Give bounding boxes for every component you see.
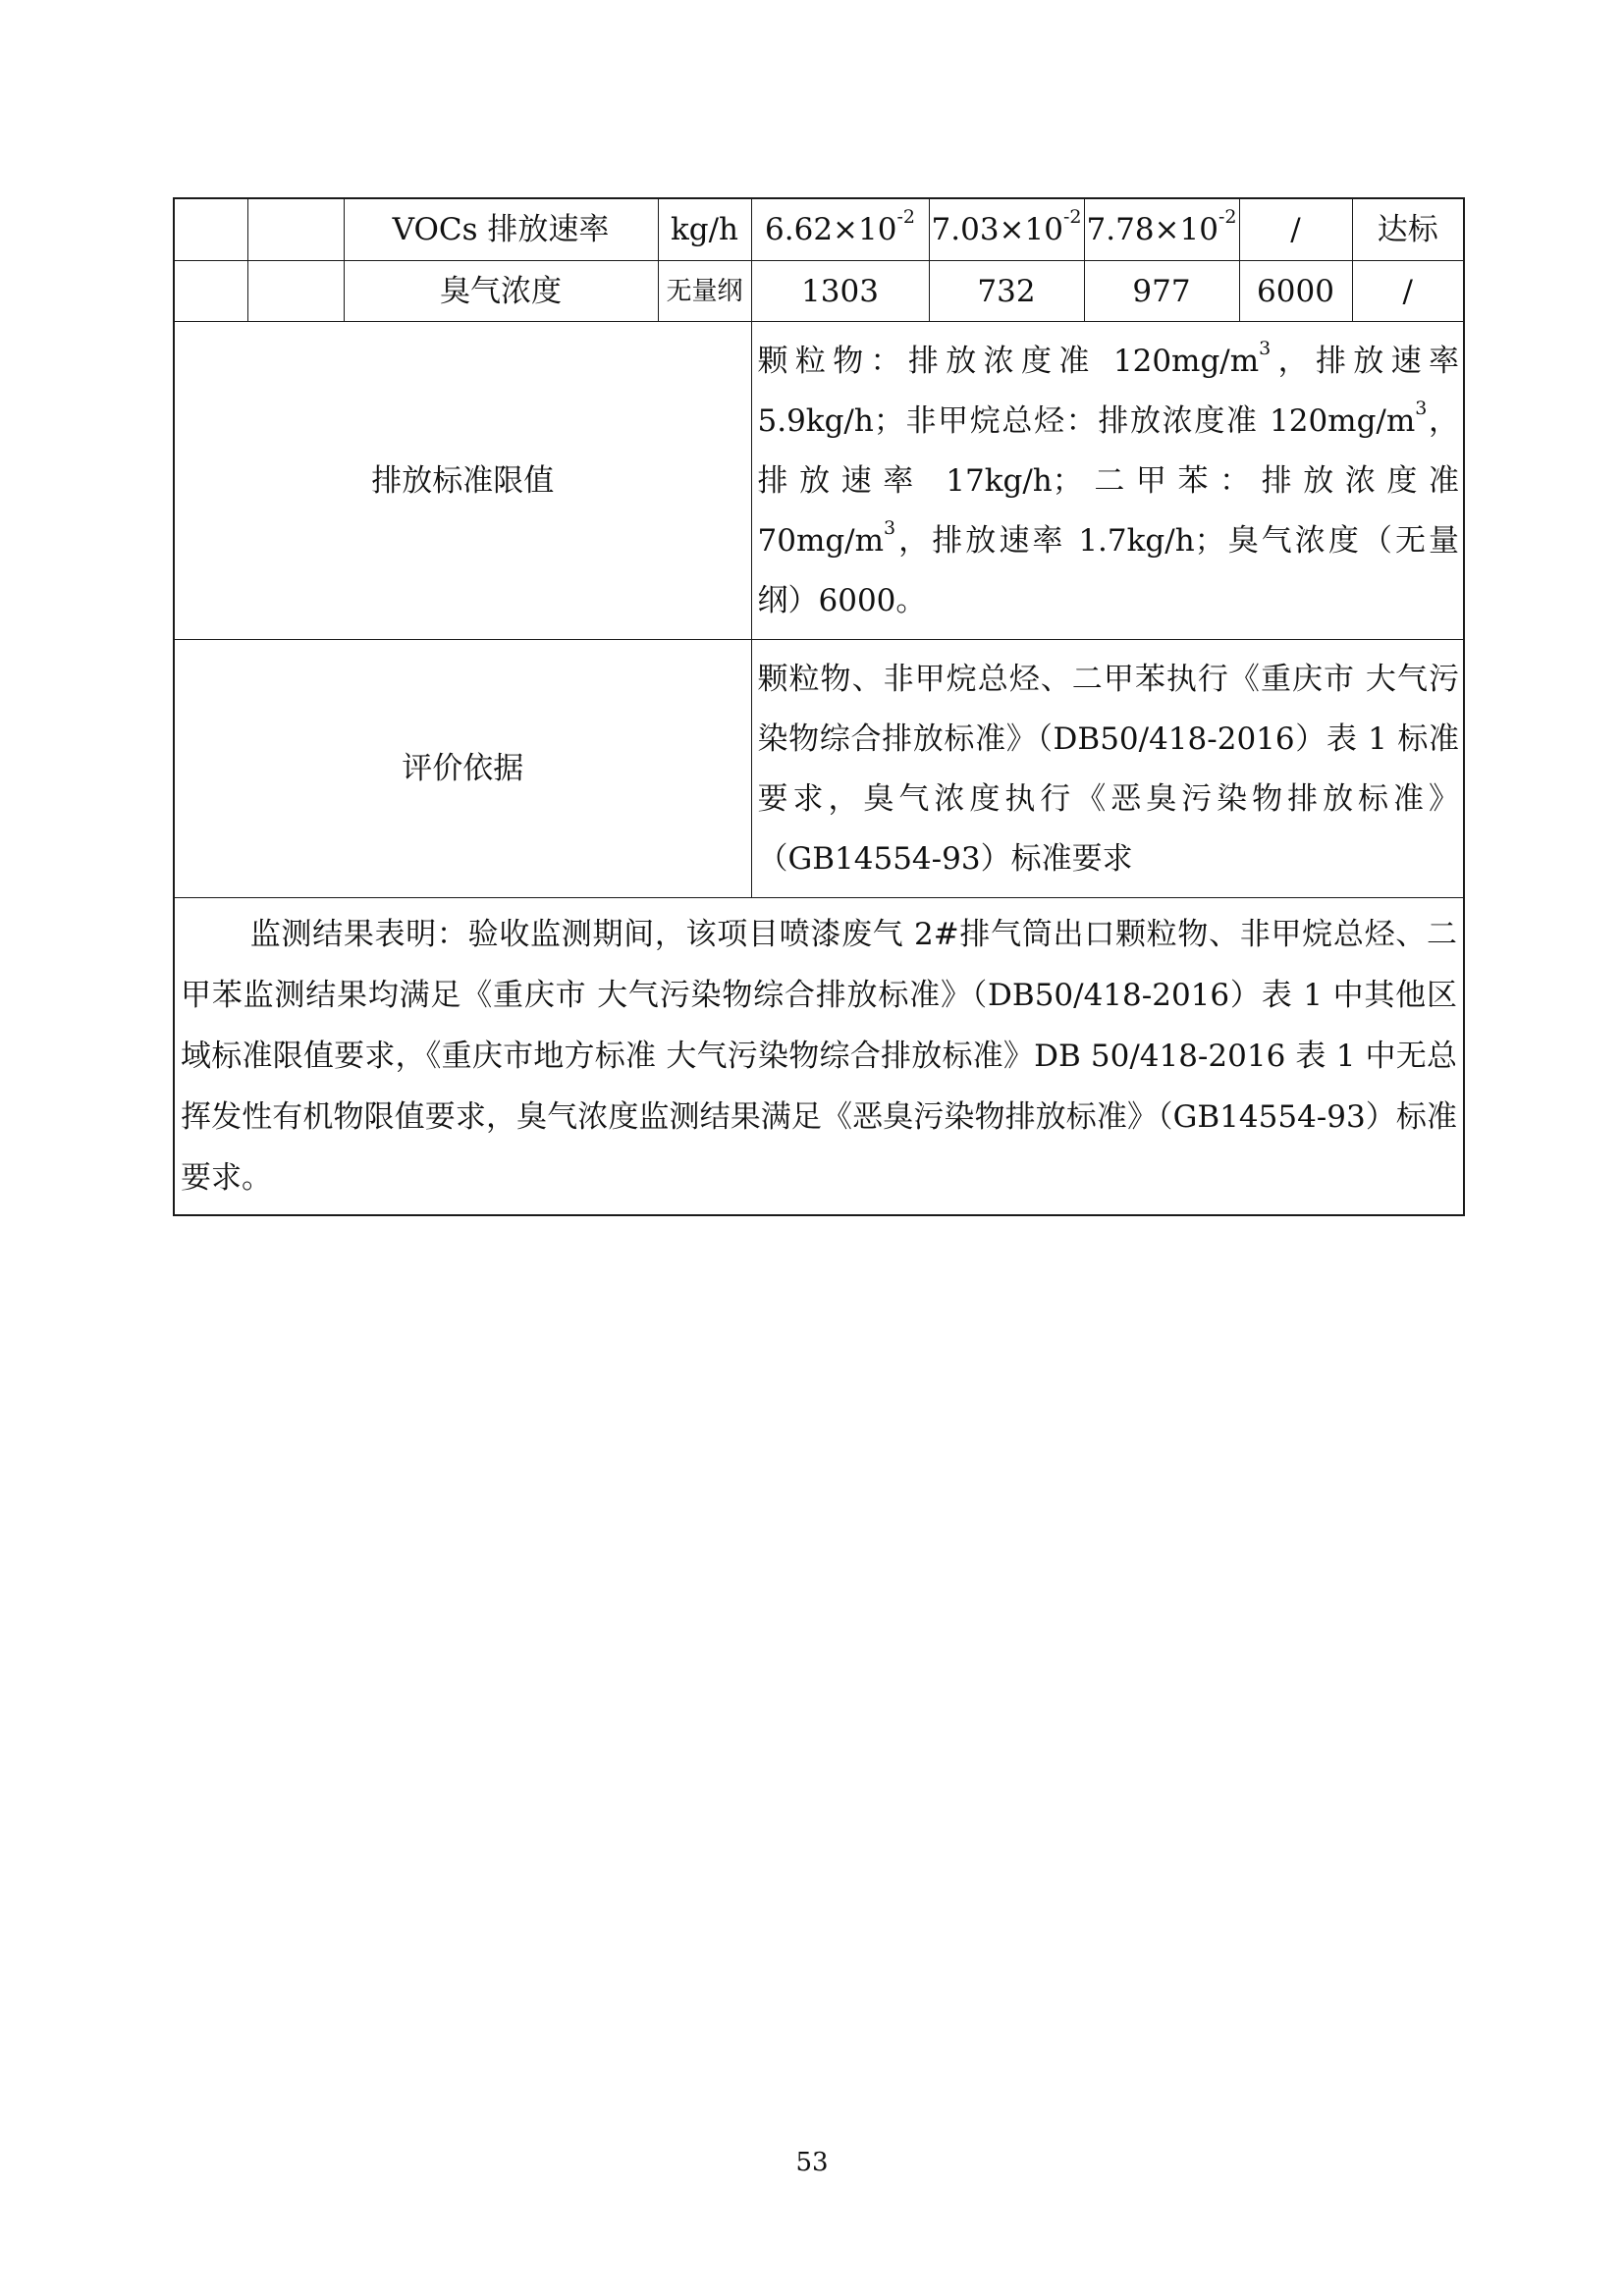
unit-cell: 无量纲 (658, 261, 751, 322)
table-row (174, 322, 1464, 640)
value-cell (1084, 198, 1239, 261)
empty-cell (247, 261, 344, 322)
evaluation-basis-label: 评价依据 (174, 640, 751, 898)
value-cell (751, 198, 929, 261)
standard-limits-text (751, 322, 1464, 640)
monitoring-results-table (173, 197, 1465, 1216)
standard-limits-part: ，排放速率 5.9kg/h；非甲烷总烃：排放浓度准 120mg/m (757, 344, 1459, 439)
value-cell: 977 (1084, 261, 1239, 322)
value-mantissa: 7.78 (1086, 212, 1155, 247)
empty-cell (247, 198, 344, 261)
value-exponent: -2 (1062, 205, 1082, 228)
value-mantissa: 7.03 (931, 212, 1000, 247)
value-exponent: -2 (896, 205, 915, 228)
value-cell: 1303 (751, 261, 929, 322)
unit-superscript: 3 (884, 516, 896, 539)
unit-superscript: 3 (1259, 337, 1272, 359)
result-cell: 达标 (1352, 198, 1464, 261)
result-cell: / (1352, 261, 1464, 322)
value-exponent: -2 (1218, 205, 1237, 228)
value-cell (929, 198, 1084, 261)
value-times: ×10 (833, 212, 897, 247)
table-row (174, 898, 1464, 1216)
standard-limits-label: 排放标准限值 (174, 322, 751, 640)
standard-limits-part: ，排放速率 1.7kg/h；臭气浓度（无量纲）6000。 (757, 523, 1459, 618)
value-times: ×10 (1154, 212, 1218, 247)
evaluation-basis-text: 颗粒物、非甲烷总烃、二甲苯执行《重庆市 大气污染物综合排放标准》（DB50/418-2016）表 1 标准要求，臭气浓度执行《恶臭污染物排放标准》（GB14554-93）标准要求 (751, 640, 1464, 898)
unit-superscript: 3 (1415, 397, 1428, 419)
value-cell: 732 (929, 261, 1084, 322)
item-name-cell: 臭气浓度 (344, 261, 658, 322)
empty-cell (174, 261, 247, 322)
limit-cell: 6000 (1239, 261, 1352, 322)
item-name-cell: VOCs 排放速率 (344, 198, 658, 261)
value-times: ×10 (999, 212, 1063, 247)
limit-cell: / (1239, 198, 1352, 261)
standard-limits-part: 颗粒物：排放浓度准 120mg/m (757, 344, 1260, 379)
table-row (174, 640, 1464, 898)
conclusion-body: 监测结果表明：验收监测期间，该项目喷漆废气 2#排气筒出口颗粒物、非甲烷总烃、二甲苯监测结果均满足《重庆市 大气污染物综合排放标准》（DB50/418-2016）表 1 中其他区域标准限值要求，《重庆市地方标准 大气污染物综合排放标准》DB 50/418-2016 表 1 中无总挥发性有机物限值要求，臭气浓度监测结果满足《恶臭污染物排放标准》（GB14554-93）标准要求。 (181, 917, 1457, 1196)
table-row (174, 261, 1464, 322)
page-number: 53 (795, 2148, 829, 2177)
empty-cell (174, 198, 247, 261)
value-mantissa: 6.62 (765, 212, 834, 247)
conclusion-text (174, 898, 1464, 1216)
unit-cell: kg/h (658, 198, 751, 261)
table-row (174, 198, 1464, 261)
standard-limits-part: ，排放速率 17kg/h；二甲苯：排放浓度准 70mg/m (757, 403, 1459, 559)
